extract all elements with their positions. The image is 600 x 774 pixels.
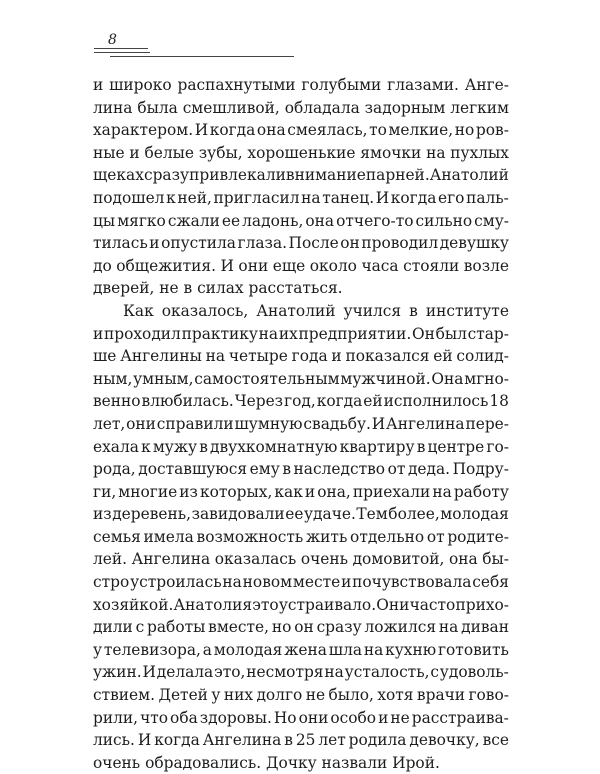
text-line: семья имела возможность жить отдельно от родите-	[93, 527, 509, 546]
body-text	[93, 74, 509, 774]
text-line: рили, что оба здоровы. Но они особо и не расстраива-	[93, 708, 509, 727]
header-rule	[94, 48, 148, 49]
text-line: Как оказалось, Анатолий учился в институте	[123, 301, 509, 320]
text-line: ствием. Детей у них долго не было, хотя врачи гово-	[93, 686, 509, 705]
text-line: щеках сразу привлекали внимание парней. Анатолий	[93, 166, 509, 185]
text-line: лей. Ангелина оказалась очень домовитой, она бы-	[93, 550, 509, 569]
text-line: до общежития. И они еще около часа стояли возле	[93, 256, 509, 275]
text-line: ги, многие из которых, как и она, приехали на работу	[93, 482, 509, 501]
text-line: дверей, не в силах расстаться.	[93, 279, 343, 298]
header-rule	[110, 56, 294, 57]
text-line: характером. И когда она смеялась, то мелкие, но ров-	[93, 121, 509, 140]
text-line: ужин. И делала это, несмотря на усталость, с удоволь-	[93, 663, 509, 682]
paragraph	[93, 300, 509, 774]
text-line: и проходил практику на их предприятии. Он был стар-	[93, 324, 509, 343]
text-line: рода, доставшуюся ему в наследство от деда. Подру-	[93, 460, 509, 479]
text-line: очень обрадовались. Дочку назвали Ирой.	[93, 753, 440, 772]
text-line: ным, умным, самостоятельным мужчиной. Она мгно-	[93, 369, 509, 388]
text-line: лина была смешливой, обладала задорным легким	[93, 98, 509, 117]
text-line: подошел к ней, пригласил на танец. И когда его паль-	[93, 188, 509, 207]
text-line: венно влюбилась. Через год, когда ей исполнилось 18	[93, 392, 509, 411]
text-line: у телевизора, а молодая жена шла на кухню готовить	[93, 640, 509, 659]
text-line: хозяйкой. Анатолия это устраивало. Они часто прихо-	[93, 595, 509, 614]
text-line: дили с работы вместе, но он сразу ложился на диван	[93, 618, 509, 637]
text-line: ные и белые зубы, хорошенькие ямочки на пухлых	[93, 143, 509, 162]
text-line: из деревень, завидовали ее удаче. Тем более, молодая	[93, 505, 509, 524]
text-line: тилась и опустила глаза. После он проводил девушку	[93, 234, 509, 253]
text-line: ше Ангелины на четыре года и показался ей солид-	[93, 347, 509, 366]
page-number: 8	[108, 32, 117, 48]
paragraph	[93, 74, 509, 300]
text-line: ехала к мужу в двухкомнатную квартиру в центре го-	[93, 437, 509, 456]
text-line: лись. И когда Ангелина в 25 лет родила девочку, все	[93, 731, 509, 750]
text-line: лет, они справили шумную свадьбу. И Ангелина пере-	[93, 414, 509, 433]
header-rule	[94, 52, 150, 53]
text-line: цы мягко сжали ее ладонь, она отчего-то сильно сму-	[93, 211, 509, 230]
text-line: стро устроилась на новом месте и почувствовала себя	[93, 573, 509, 592]
text-line: и широко распахнутыми голубыми глазами. Анге-	[93, 76, 509, 94]
